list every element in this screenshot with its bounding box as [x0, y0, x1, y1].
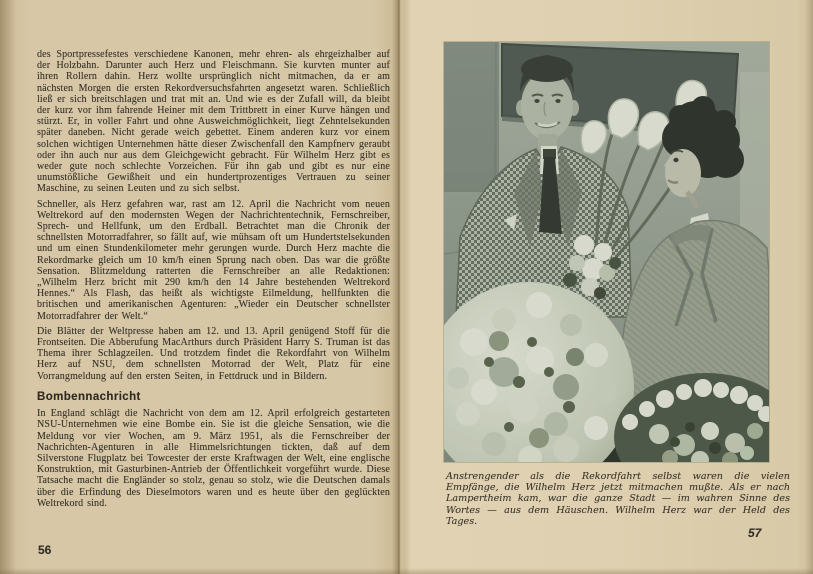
- photo-grain: [444, 42, 769, 462]
- photo-herz-reception: [444, 42, 769, 462]
- left-page-body: [37, 49, 390, 509]
- body-paragraph: Die Blätter der Weltpresse haben am 12. und 13. April genügend Stoff für die Frontseiten. Die Abberufung MacArthurs durch Präsident Harry S. Truman ist das Thema ihrer Schlagzeilen. Und trotzdem findet die Rekordfahrt von Wilhelm Herz auf NSU, dem schnellsten Motorrad der Welt, Platz für eine Vorrangmeldung auf den ersten Seiten, in Fettdruck und in Bildern.: [37, 325, 390, 382]
- page-number-left: 56: [38, 543, 52, 557]
- body-paragraph: des Sportpressefestes verschiedene Kanonen, mehr ehren- als ehrgeizhalber auf der Holzbahn. Darunter auch Herz und Fleischmann. Sie kurvten munter auf ihren Rollern dahin. Herz wollte ursprünglich nicht mitmachen, da er am nächsten Morgen die ersten Rekordversuchsfahrten angesetzt waren. Schließlich ließ er sich breitschlagen und trat mit an. Und wie es der Zufall will, da bleibt der kurz vor ihm fahrende Heiner mit dem Trittbrett in einer Kurve hängen und stürzt. Er, in voller Fahrt und ohne Ausweichmöglichkeit, liegt Zehntelsekunden später daneben. Nicht gerade weich gebettet. Einem anderen kurz vor einem solchen wichtigen Unternehmen hätte dieser Zwischenfall den Kampfnerv geraubt oder ihn auch nur aus dem Gleichgewicht gebracht. Für Wilhelm Herz gibt es weder gute noch schlechte Vorzeichen. Für ihn gab und gibt es nur eine unumstößliche Gewißheit und ein hundertprozentiges Vertrauen zu seiner Maschine, zu seinen Leuten und zu sich selbst.: [37, 49, 390, 195]
- page-edge-left: [0, 0, 16, 574]
- section-heading: Bombennachricht: [37, 390, 141, 403]
- body-paragraph: Schneller, als Herz gefahren war, rast am 12. April die Nachricht vom neuen Weltrekord auf den modernsten Wegen der Nachrichtentechnik, Fernschreiber, Sprech- und Hellfunk, um den Erdball. Betrachtet man die Chronik der schnellsten Motorradfahrer, so fällt auf, wie mühsam oft um Hundertstelsekunden und um einen Stundenkilometer mehr gerungen wurde. Durch Herz machte die Rekordmarke gleich um 10 km/h einen Sprung nach oben. Das war die größte Sensation. Blitzmeldung ratterten die Fernschreiber an alle Redaktionen: „Wilhelm Herz bricht mit 290 km/h den 14 Jahre bestehenden Weltrekord Hennes.“ Als Flash, das heißt als wichtigste Eilmeldung, hellfunkten die britischen und amerikanischen Agenturen: „Wieder ein Deutscher schnellster Motorradfahrer der Welt.“: [37, 198, 390, 322]
- page-edge-bottom: [0, 568, 813, 574]
- page-number-right: 57: [748, 526, 762, 540]
- book-spine-shadow: [392, 0, 406, 574]
- body-paragraph: In England schlägt die Nachricht von dem am 12. April erfolgreich gestarteten NSU-Unternehmen wie eine Bombe ein. Sie ist die gleiche Sensation, wie die Meldung vor vier Wochen, am 9. März 1951, als die Fernschreiber der Nachrichten-Agenturen in alle Himmelsrichtungen tickten, daß auf dem Silverstone Flugplatz bei Towcester der erste Kraftwagen der Welt, eine englische Konstruktion, mit Gasturbinen-Antrieb der Öffentlichkeit vorgeführt wurde. Diese Tatsache macht die Engländer so stolz, genau so stolz, wie die Deutschen damals über die Erfindung des Dieselmotors waren und es heute über den geglückten Weltrekord sind.: [37, 408, 390, 509]
- photo-illustration: [444, 42, 769, 462]
- page-edge-right: [805, 0, 813, 574]
- photo-caption: Anstrengender als die Rekordfahrt selbst waren die vielen Empfänge, die Wilhelm Herz jetzt mitmachen mußte. Als er nach Lampertheim kam, war die ganze Stadt — im wahren Sinne des Wortes — aus dem Häuschen. Wilhelm Herz war der Held des Tages.: [446, 471, 790, 527]
